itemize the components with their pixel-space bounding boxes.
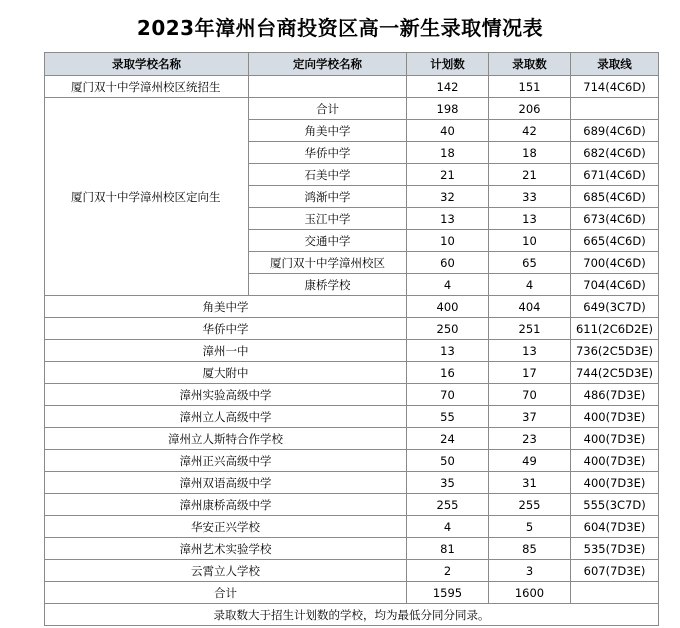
- school-name: 漳州双语高级中学: [45, 472, 407, 494]
- cutoff-score: 671(4C6D): [571, 164, 659, 186]
- admit-count: 13: [489, 340, 571, 362]
- target-school: 角美中学: [249, 120, 407, 142]
- cutoff-score: 535(7D3E): [571, 538, 659, 560]
- table-row: [45, 450, 659, 472]
- school-name: 漳州一中: [45, 340, 407, 362]
- cutoff-score: 486(7D3E): [571, 384, 659, 406]
- cutoff-score: 685(4C6D): [571, 186, 659, 208]
- plan-count: 10: [407, 230, 489, 252]
- cutoff-score: 604(7D3E): [571, 516, 659, 538]
- cutoff-score: [571, 98, 659, 120]
- admit-count: 37: [489, 406, 571, 428]
- plan-count: 250: [407, 318, 489, 340]
- admit-count: 206: [489, 98, 571, 120]
- admit-count: 404: [489, 296, 571, 318]
- target-school: 厦门双十中学漳州校区: [249, 252, 407, 274]
- total-admit: 1600: [489, 582, 571, 604]
- plan-count: 55: [407, 406, 489, 428]
- table-row: [45, 362, 659, 384]
- cutoff-score: 689(4C6D): [571, 120, 659, 142]
- plan-count: 40: [407, 120, 489, 142]
- admit-count: 13: [489, 208, 571, 230]
- target-school: 石美中学: [249, 164, 407, 186]
- plan-count: 4: [407, 516, 489, 538]
- table-row: [45, 384, 659, 406]
- cutoff-score: 700(4C6D): [571, 252, 659, 274]
- school-name: 漳州康桥高级中学: [45, 494, 407, 516]
- header-row: [45, 53, 659, 76]
- target-school: [249, 76, 407, 98]
- admit-count: 23: [489, 428, 571, 450]
- cutoff-score: 736(2C5D3E): [571, 340, 659, 362]
- table-row: [45, 296, 659, 318]
- plan-count: 32: [407, 186, 489, 208]
- plan-count: 13: [407, 340, 489, 362]
- admit-count: 70: [489, 384, 571, 406]
- plan-count: 50: [407, 450, 489, 472]
- admit-count: 49: [489, 450, 571, 472]
- cutoff-score: 400(7D3E): [571, 406, 659, 428]
- plan-count: 18: [407, 142, 489, 164]
- school-name: 漳州艺术实验学校: [45, 538, 407, 560]
- admit-count: 5: [489, 516, 571, 538]
- target-school: 合计: [249, 98, 407, 120]
- plan-count: 21: [407, 164, 489, 186]
- cutoff-score: 400(7D3E): [571, 472, 659, 494]
- admit-count: 42: [489, 120, 571, 142]
- cutoff-score: 400(7D3E): [571, 450, 659, 472]
- admit-count: 255: [489, 494, 571, 516]
- target-school: 鸿渐中学: [249, 186, 407, 208]
- plan-count: 35: [407, 472, 489, 494]
- plan-count: 24: [407, 428, 489, 450]
- header-target-school: 定向学校名称: [249, 53, 407, 76]
- school-name: 厦大附中: [45, 362, 407, 384]
- admit-count: 65: [489, 252, 571, 274]
- plan-count: 142: [407, 76, 489, 98]
- cutoff-score: 555(3C7D): [571, 494, 659, 516]
- total-label: 合计: [45, 582, 407, 604]
- target-school: 玉江中学: [249, 208, 407, 230]
- admit-count: 17: [489, 362, 571, 384]
- school-name: 漳州正兴高级中学: [45, 450, 407, 472]
- plan-count: 4: [407, 274, 489, 296]
- plan-count: 13: [407, 208, 489, 230]
- cutoff-score: 682(4C6D): [571, 142, 659, 164]
- cutoff-score: 400(7D3E): [571, 428, 659, 450]
- table-row: [45, 98, 659, 120]
- table-row: [45, 428, 659, 450]
- cutoff-score: 611(2C6D2E): [571, 318, 659, 340]
- cutoff-score: 744(2C5D3E): [571, 362, 659, 384]
- page-title: 2023年漳州台商投资区高一新生录取情况表: [136, 16, 544, 40]
- table-note: 录取数大于招生计划数的学校，均为最低分同分同录。: [45, 604, 659, 626]
- note-row: [45, 604, 659, 626]
- header-plan: 计划数: [407, 53, 489, 76]
- admit-count: 251: [489, 318, 571, 340]
- total-cutoff: [571, 582, 659, 604]
- plan-count: 60: [407, 252, 489, 274]
- plan-count: 255: [407, 494, 489, 516]
- plan-count: 2: [407, 560, 489, 582]
- plan-count: 198: [407, 98, 489, 120]
- cutoff-score: 607(7D3E): [571, 560, 659, 582]
- table-row: [45, 76, 659, 98]
- table-row: [45, 340, 659, 362]
- admit-count: 151: [489, 76, 571, 98]
- total-row: [45, 582, 659, 604]
- school-name: 角美中学: [45, 296, 407, 318]
- header-school: 录取学校名称: [45, 53, 249, 76]
- school-name: 漳州实验高级中学: [45, 384, 407, 406]
- school-name: 厦门双十中学漳州校区定向生: [45, 98, 249, 296]
- plan-count: 16: [407, 362, 489, 384]
- cutoff-score: 649(3C7D): [571, 296, 659, 318]
- admit-count: 4: [489, 274, 571, 296]
- admit-count: 21: [489, 164, 571, 186]
- school-name: 厦门双十中学漳州校区统招生: [45, 76, 249, 98]
- admit-count: 31: [489, 472, 571, 494]
- admit-count: 10: [489, 230, 571, 252]
- table-row: [45, 318, 659, 340]
- target-school: 交通中学: [249, 230, 407, 252]
- school-name: 华安正兴学校: [45, 516, 407, 538]
- plan-count: 400: [407, 296, 489, 318]
- cutoff-score: 665(4C6D): [571, 230, 659, 252]
- school-name: 漳州立人斯特合作学校: [45, 428, 407, 450]
- table-row: [45, 516, 659, 538]
- total-plan: 1595: [407, 582, 489, 604]
- cutoff-score: 704(4C6D): [571, 274, 659, 296]
- table-row: [45, 472, 659, 494]
- header-cutoff: 录取线: [571, 53, 659, 76]
- table-row: [45, 560, 659, 582]
- table-row: [45, 406, 659, 428]
- plan-count: 81: [407, 538, 489, 560]
- school-name: 云霄立人学校: [45, 560, 407, 582]
- admit-count: 3: [489, 560, 571, 582]
- admit-count: 18: [489, 142, 571, 164]
- plan-count: 70: [407, 384, 489, 406]
- admit-count: 33: [489, 186, 571, 208]
- cutoff-score: 673(4C6D): [571, 208, 659, 230]
- admission-table: [44, 52, 659, 626]
- header-admitted: 录取数: [489, 53, 571, 76]
- cutoff-score: 714(4C6D): [571, 76, 659, 98]
- target-school: 华侨中学: [249, 142, 407, 164]
- admit-count: 85: [489, 538, 571, 560]
- table-row: [45, 538, 659, 560]
- table-row: [45, 494, 659, 516]
- school-name: 漳州立人高级中学: [45, 406, 407, 428]
- school-name: 华侨中学: [45, 318, 407, 340]
- target-school: 康桥学校: [249, 274, 407, 296]
